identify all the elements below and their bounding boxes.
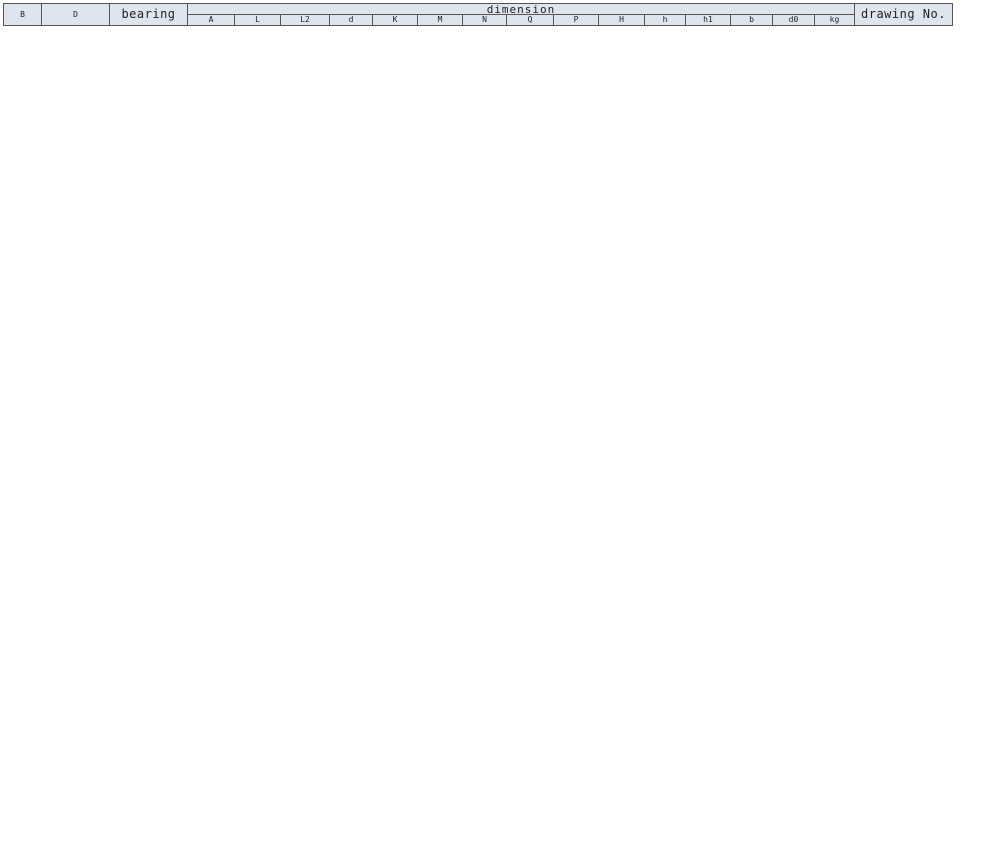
subheader-h: h bbox=[645, 15, 686, 26]
header-d: D bbox=[42, 4, 110, 26]
subheader-k: K bbox=[373, 15, 418, 26]
header-dimension: dimension bbox=[188, 4, 855, 15]
subheader-l2: L2 bbox=[281, 15, 330, 26]
header-drawing-no: drawing No. bbox=[855, 4, 953, 26]
subheader-d: d bbox=[330, 15, 373, 26]
subheader-l: L bbox=[235, 15, 281, 26]
subheader-kg: kg bbox=[815, 15, 855, 26]
subheader-a: A bbox=[188, 15, 235, 26]
header-b: B bbox=[4, 4, 42, 26]
subheader-p: P bbox=[554, 15, 599, 26]
header-bearing: bearing bbox=[110, 4, 188, 26]
subheader-m: M bbox=[418, 15, 463, 26]
subheader-q: Q bbox=[507, 15, 554, 26]
subheader-d0: d0 bbox=[773, 15, 815, 26]
subheader-b: b bbox=[731, 15, 773, 26]
bearing-dimension-table bbox=[3, 3, 953, 26]
subheader-h1: h1 bbox=[686, 15, 731, 26]
subheader-n: N bbox=[463, 15, 507, 26]
subheader-h: H bbox=[599, 15, 645, 26]
